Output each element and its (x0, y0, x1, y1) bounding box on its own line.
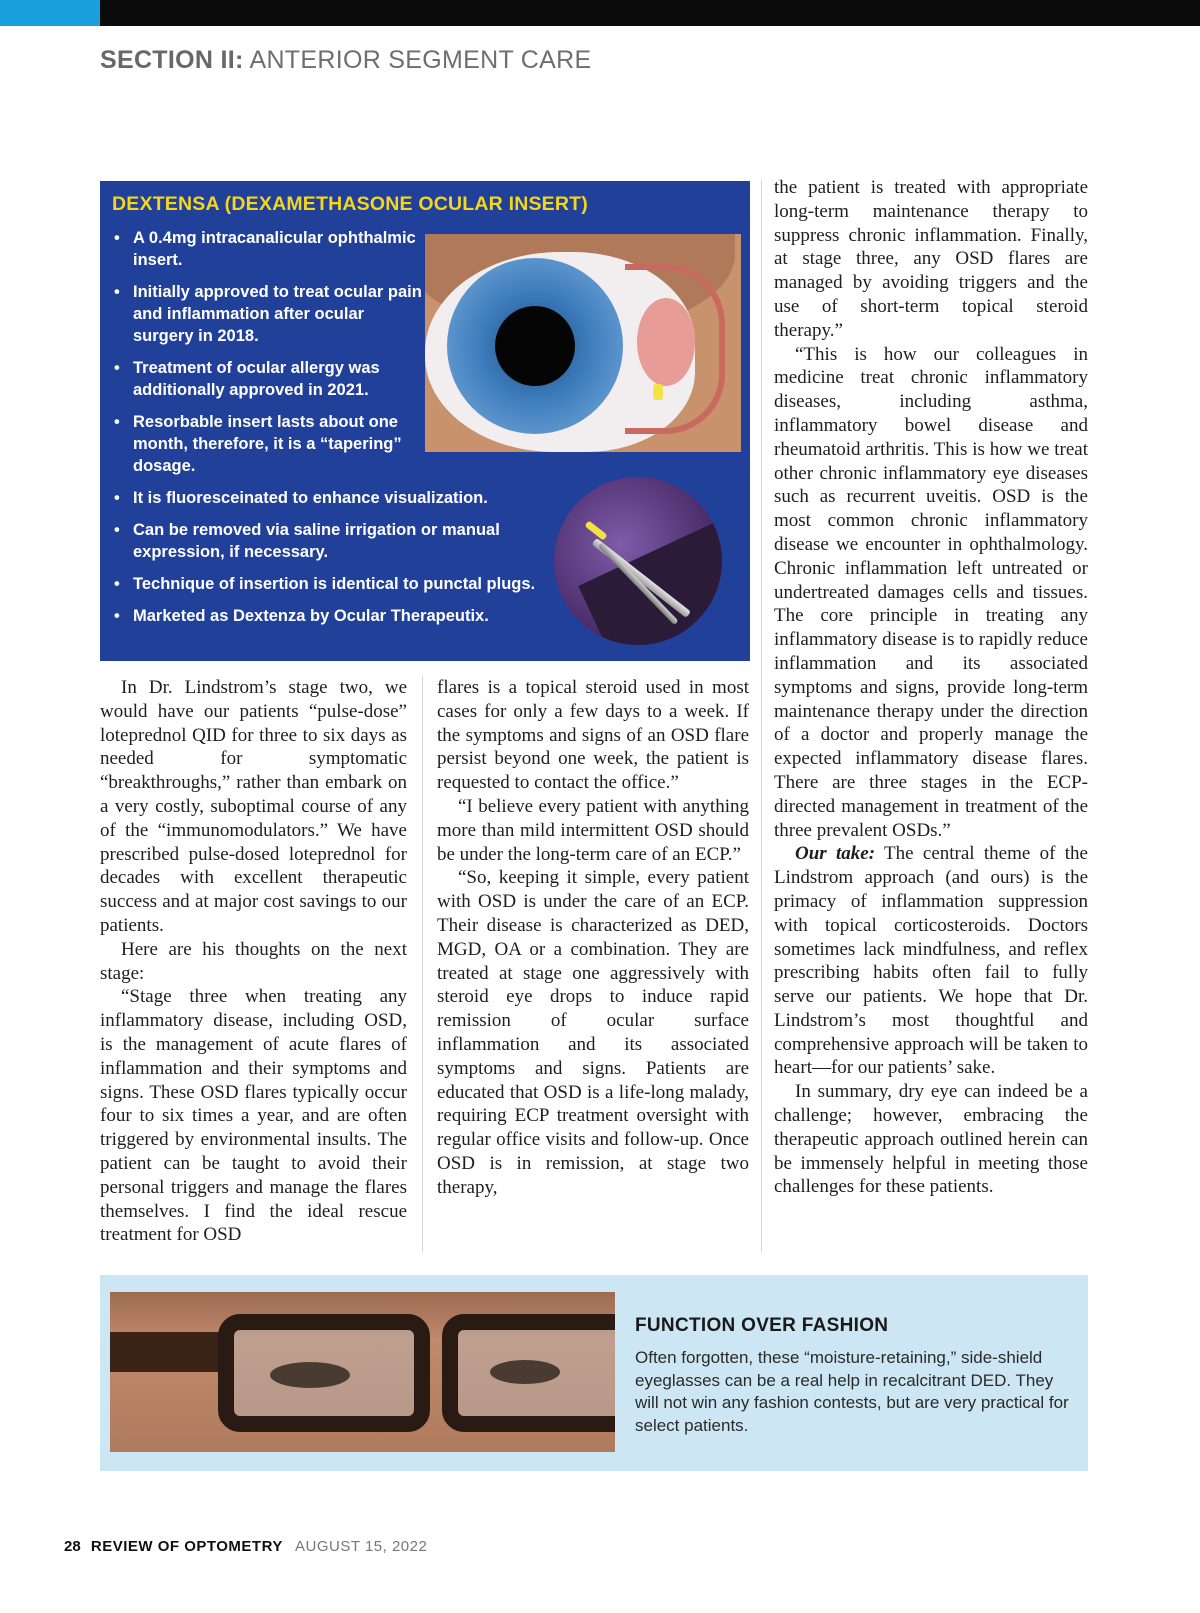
article-column-3 (774, 176, 1088, 1256)
section-label: SECTION II: (100, 46, 244, 74)
sidebar-item: • Technique of insertion is identical to punctal plugs. (114, 573, 544, 595)
our-take-paragraph (774, 842, 1088, 1080)
paragraph: “I believe every patient with anything more than mild intermittent OSD should be under the long-term care of an ECP.” (437, 795, 749, 865)
magazine-name: REVIEW OF OPTOMETRY (90, 1538, 283, 1555)
dextensa-sidebar (100, 181, 750, 661)
callout-title: FUNCTION OVER FASHION (635, 1315, 889, 1336)
sidebar-item: • Resorbable insert lasts about one month, therefore, it is a “tapering” dosage. (114, 411, 426, 477)
sidebar-item: • A 0.4mg intracanalicular ophthalmic insert. (114, 227, 426, 271)
column-rule (422, 676, 423, 1252)
section-title: ANTERIOR SEGMENT CARE (249, 46, 592, 74)
page-number: 28 (64, 1538, 81, 1555)
insert-forceps-illustration (554, 477, 722, 645)
callout-caption: Often forgotten, these “moisture-retaining,” side-shield eyeglasses can be a real help in recalcitrant DED. They will not win any fashion contests, but are very practical for select patients. (635, 1348, 1069, 1435)
sidebar-item: • Treatment of ocular allergy was additionally approved in 2021. (114, 357, 426, 401)
paragraph: Here are his thoughts on the next stage: (100, 938, 407, 984)
paragraph: the patient is treated with appropriate long-term maintenance therapy to suppress chronic inflammation. Finally, at stage three, any OSD flares are managed by avoiding triggers and the use of short-term topical steroid therapy.” (774, 177, 1088, 341)
eye-illustration (425, 234, 741, 452)
paragraph: flares is a topical steroid used in most cases for only a few days to a week. If the symptoms and signs of an OSD flare persist beyond one week, the patient is requested to contact the office.” (437, 677, 749, 794)
top-accent (0, 0, 100, 26)
top-bar (0, 0, 1200, 26)
paragraph: In summary, dry eye can indeed be a challenge; however, embracing the therapeutic approach outlined herein can be immensely helpful in meeting those challenges for these patients. (774, 1081, 1088, 1198)
paragraph: “This is how our colleagues in medicine treat chronic inflammatory diseases, including asthma, inflammatory bowel disease and rheumatoid arthritis. This is how we treat other chronic inflammatory eye diseases such as recurrent uveitis. OSD is the most common chronic inflammatory disease we encounter in ophthalmology. Chronic inflammation left untreated or undertreated damages cells and tissues. The core principle in treating any inflammatory disease is to rapidly reduce inflammation and its associated symptoms and signs, provide long-term maintenance therapy under the direction of a doctor and properly manage the expected inflammatory disease flares. There are three stages in the ECP-directed management in treatment of the three prevalent OSDs.” (774, 343, 1088, 841)
our-take-label: Our take: (795, 843, 876, 865)
side-shield-eyeglasses-photo (110, 1292, 615, 1452)
function-over-fashion-callout (100, 1275, 1088, 1471)
paragraph: “So, keeping it simple, every patient with OSD is under the care of an ECP. Their disease is characterized as DED, MGD, OA or a combination. They are treated at stage one aggressively with steroid eye drops to induce rapid remission of ocular surface inflammation and its associated symptoms and signs. Patients are educated that OSD is a life-long malady, requiring ECP treatment oversight with regular office visits and follow-up. Once OSD is in remission, at stage two therapy, (437, 867, 749, 1198)
sidebar-title: DEXTENSA (DEXAMETHASONE OCULAR INSERT) (112, 193, 588, 215)
sidebar-item: • It is fluoresceinated to enhance visualization. (114, 487, 554, 509)
paragraph: In Dr. Lindstrom’s stage two, we would have our patients “pulse-dose” loteprednol QID for three to six days as needed for symptomatic “breakthroughs,” rather than embark on a very costly, suboptimal course of any of the “immunomodulators.” We have prescribed pulse-dosed loteprednol for decades with excellent therapeutic success and at major cost savings to our patients. (100, 677, 407, 936)
sidebar-item: • Can be removed via saline irrigation or manual expression, if necessary. (114, 519, 544, 563)
paragraph: “Stage three when treating any inflammatory disease, including OSD, is the management of acute flares of inflammation and their symptoms and signs. These OSD flares typically occur four to six times a year, and are often triggered by environmental insults. The patient can be taught to avoid their personal triggers and manage the flares themselves. I find the ideal rescue treatment for OSD (100, 986, 407, 1246)
article-column-1 (100, 676, 407, 1256)
column-rule (761, 180, 762, 1252)
sidebar-item: • Initially approved to treat ocular pain and inflammation after ocular surgery in 2018. (114, 281, 426, 347)
our-take-text: The central theme of the Lindstrom approach (and ours) is the primacy of inflammation suppression with topical corticosteroids. Doctors sometimes lack mindfulness, and reflex prescribing habits often fail to fully serve our patients. We hope that Dr. Lindstrom’s most thoughtful and comprehensive approach will be taken to heart—for our patients’ sake. (774, 843, 1088, 1079)
sidebar-item: • Marketed as Dextenza by Ocular Therapeutix. (114, 605, 554, 627)
section-header (100, 46, 591, 75)
article-column-2 (437, 676, 749, 1256)
issue-date: AUGUST 15, 2022 (295, 1538, 428, 1555)
page-footer (64, 1538, 427, 1555)
